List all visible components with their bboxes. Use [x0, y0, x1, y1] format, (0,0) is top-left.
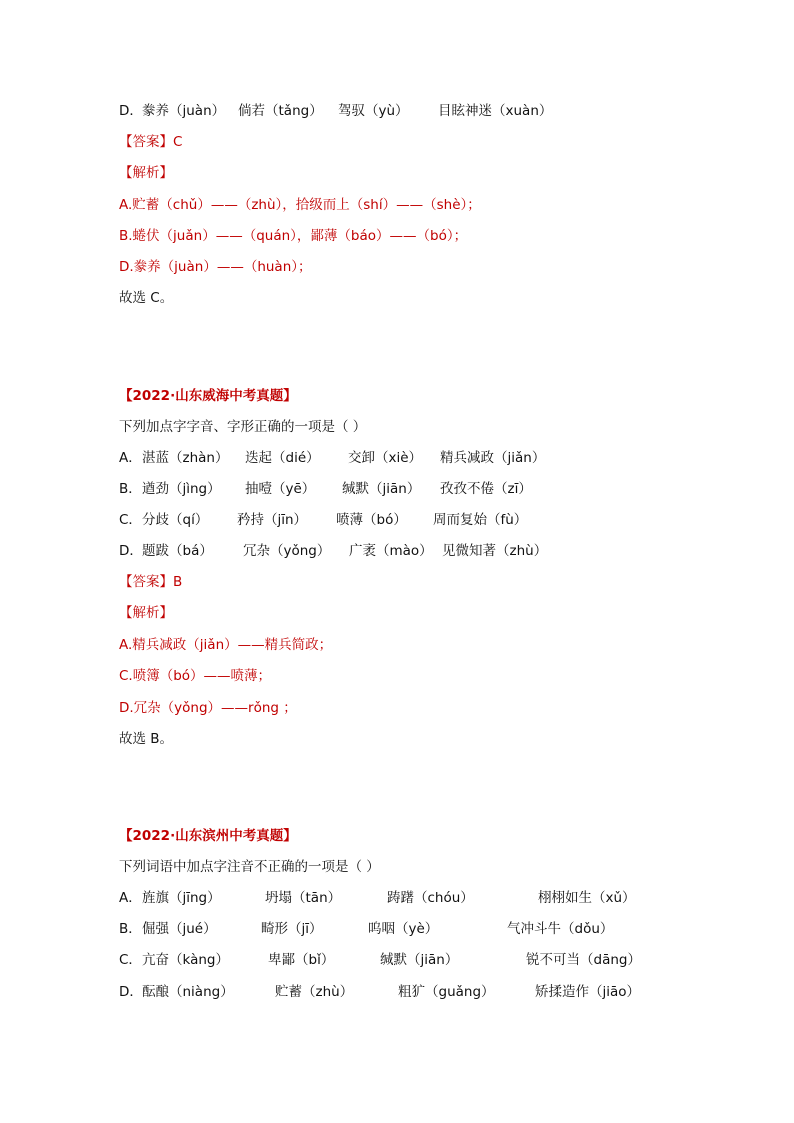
option-letter: C．: [119, 512, 142, 528]
option-c: [119, 510, 527, 530]
option-item: 气冲斗牛（dǒu）: [507, 921, 614, 937]
question-title: 【2022·山东威海中考真题】: [119, 388, 297, 404]
option-d: [119, 541, 547, 561]
analysis-line: A.贮蓄（chǔ）——（zhù），拾级而上（shí）——（shè）；: [119, 197, 481, 213]
option-item: 驾驭（yù）: [338, 103, 409, 119]
option-c: [119, 950, 641, 970]
option-item: 倘若（tǎng）: [238, 103, 323, 119]
option-letter: A．: [119, 890, 142, 906]
option-item: 迭起（dié）: [245, 450, 320, 466]
option-item: 豢养（juàn）: [142, 103, 226, 119]
option-item: 栩栩如生（xǔ）: [538, 890, 636, 906]
option-item: 亢奋（kàng）: [142, 952, 229, 968]
option-letter: D．: [119, 543, 143, 559]
option-a: [119, 888, 636, 908]
analysis-line: D.豢养（juàn）——（huàn）；: [119, 259, 312, 275]
analysis-line: D.冗杂（yǒng）——rǒng ；: [119, 700, 297, 716]
answer: 【答案】C: [119, 134, 183, 150]
option-item: 旌旗（jīng）: [142, 890, 221, 906]
option-item: 湛蓝（zhàn）: [142, 450, 229, 466]
analysis-line: A.精兵减政（jiǎn）——精兵简政；: [119, 637, 333, 653]
option-item: 见微知著（zhù）: [442, 543, 548, 559]
option-item: 分歧（qí）: [142, 512, 209, 528]
analysis-line: B.蜷伏（juǎn）——（quán），鄙薄（báo）——（bó）；: [119, 228, 468, 244]
option-item: 缄默（jiān）: [342, 481, 421, 497]
analysis-label: 【解析】: [119, 165, 173, 181]
option-item: 粗犷（guǎng）: [398, 984, 495, 1000]
option-item: 遒劲（jìng）: [142, 481, 221, 497]
question-stem: 下列加点字字音、字形正确的一项是（ ）: [119, 419, 367, 435]
option-d: [119, 101, 552, 121]
option-a: [119, 448, 545, 468]
conclusion: 故选 C。: [119, 290, 174, 306]
option-item: 交卸（xiè）: [348, 450, 423, 466]
option-item: 孜孜不倦（zī）: [440, 481, 532, 497]
option-item: 题跋（bá）: [142, 543, 213, 559]
option-letter: D．: [119, 103, 143, 119]
option-item: 踌躇（chóu）: [387, 890, 474, 906]
option-item: 倔强（jué）: [142, 921, 217, 937]
question-title: 【2022·山东滨州中考真题】: [119, 828, 297, 844]
option-item: 喷薄（bó）: [336, 512, 407, 528]
option-letter: A．: [119, 450, 142, 466]
option-letter: C．: [119, 952, 142, 968]
option-item: 呜咽（yè）: [368, 921, 439, 937]
option-item: 目眩神迷（xuàn）: [438, 103, 553, 119]
option-b: [119, 479, 532, 499]
answer: 【答案】B: [119, 574, 183, 590]
option-item: 畸形（jī）: [261, 921, 323, 937]
option-item: 周而复始（fù）: [433, 512, 528, 528]
option-item: 贮蓄（zhù）: [275, 984, 354, 1000]
option-item: 精兵减政（jiǎn）: [440, 450, 546, 466]
question-stem: 下列词语中加点字注音不正确的一项是（ ）: [119, 859, 380, 875]
option-item: 矫揉造作（jiāo）: [535, 984, 641, 1000]
option-item: 酝酿（niàng）: [142, 984, 234, 1000]
option-item: 卑鄙（bǐ）: [268, 952, 335, 968]
option-d: [119, 982, 640, 1002]
analysis-line: C.喷簿（bó）——喷薄；: [119, 668, 272, 684]
option-letter: B．: [119, 481, 142, 497]
option-item: 锐不可当（dāng）: [526, 952, 641, 968]
conclusion: 故选 B。: [119, 731, 174, 747]
option-item: 坍塌（tān）: [265, 890, 342, 906]
option-b: [119, 919, 613, 939]
option-item: 广袤（mào）: [349, 543, 433, 559]
option-item: 缄默（jiān）: [380, 952, 459, 968]
option-letter: D．: [119, 984, 143, 1000]
option-item: 抽噎（yē）: [245, 481, 316, 497]
option-letter: B．: [119, 921, 142, 937]
option-item: 冗杂（yǒng）: [243, 543, 331, 559]
option-item: 矜持（jīn）: [237, 512, 308, 528]
analysis-label: 【解析】: [119, 605, 173, 621]
